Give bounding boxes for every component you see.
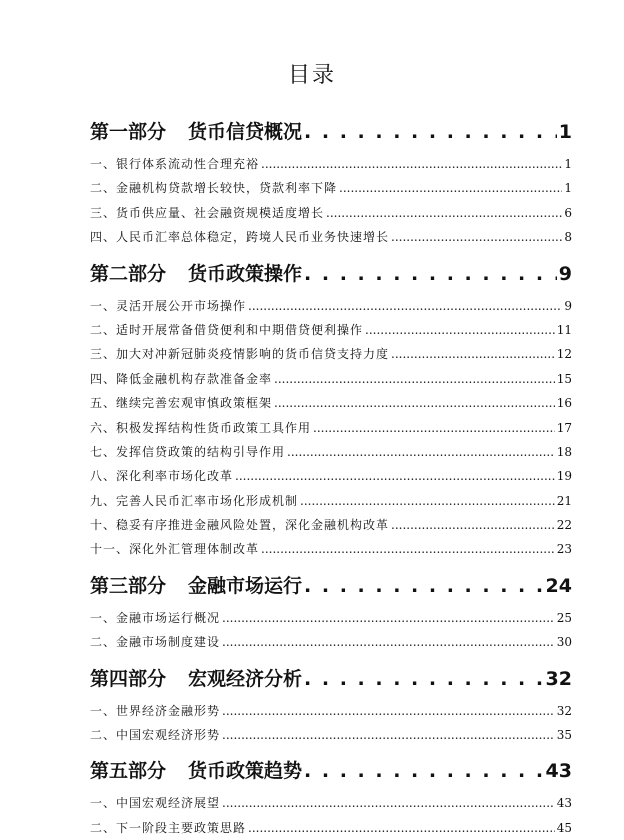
dot-leader (261, 152, 562, 176)
part-number: 第四部分 (90, 667, 167, 690)
section-page-number: 21 (556, 493, 572, 508)
part-label (90, 659, 302, 699)
toc-section-entry[interactable] (90, 225, 572, 249)
section-title: 一、世界经济金融形势 (90, 703, 221, 718)
page-title: 目录 (287, 63, 336, 88)
dot-leader (222, 699, 555, 723)
section-title: 七、发挥信贷政策的结构引导作用 (90, 444, 286, 459)
toc-section-entry[interactable] (90, 791, 572, 815)
section-title: 二、下一阶段主要政策思路 (90, 820, 247, 835)
section-title: 八、深化利率市场化改革 (90, 469, 234, 484)
dot-leader (304, 751, 544, 791)
dot-leader (304, 254, 557, 294)
dot-leader (248, 294, 562, 318)
dot-leader (235, 464, 555, 488)
dot-leader (326, 201, 562, 225)
toc-section-entry[interactable] (90, 176, 572, 200)
part-page-number: 24 (545, 574, 572, 597)
section-title: 一、灵活开展公开市场操作 (90, 298, 247, 313)
dot-leader (287, 440, 555, 464)
section-page-number: 35 (556, 728, 572, 743)
section-page-number: 12 (556, 347, 572, 362)
part-label (90, 254, 302, 294)
dot-leader (304, 566, 544, 606)
dot-leader (222, 723, 555, 747)
toc-part-heading[interactable] (90, 566, 572, 606)
dot-leader (274, 391, 555, 415)
dot-leader (222, 630, 555, 654)
toc-section-entry[interactable] (90, 537, 572, 561)
section-page-number: 45 (556, 820, 572, 835)
dot-leader (391, 225, 562, 249)
section-page-number: 25 (556, 610, 572, 625)
section-page-number: 1 (564, 157, 572, 171)
part-title: 宏观经济分析 (188, 667, 303, 690)
section-title: 五、继续完善宏观审慎政策框架 (90, 396, 273, 411)
part-number: 第五部分 (90, 760, 167, 783)
toc-section-entry[interactable] (90, 630, 572, 654)
part-title: 金融市场运行 (188, 574, 303, 597)
table-of-contents (90, 108, 572, 840)
toc-section-entry[interactable] (90, 513, 572, 537)
section-page-number: 32 (556, 703, 572, 718)
part-number: 第三部分 (90, 574, 167, 597)
toc-section-entry[interactable] (90, 391, 572, 415)
section-title: 四、人民币汇率总体稳定，跨境人民币业务快速增长 (90, 230, 390, 245)
part-title: 货币政策趋势 (188, 760, 303, 783)
section-title: 二、金融市场制度建设 (90, 635, 221, 650)
dot-leader (339, 176, 562, 200)
toc-part-heading[interactable] (90, 751, 572, 791)
toc-section-entry[interactable] (90, 367, 572, 391)
section-title: 十、稳妥有序推进金融风险处置，深化金融机构改革 (90, 518, 390, 533)
section-page-number: 19 (556, 469, 572, 484)
dot-leader (313, 416, 555, 440)
part-label (90, 566, 302, 606)
dot-leader (304, 659, 544, 699)
toc-section-entry[interactable] (90, 318, 572, 342)
dot-leader (391, 342, 555, 366)
part-page-number: 1 (558, 121, 572, 143)
section-title: 一、银行体系流动性合理充裕 (90, 157, 260, 171)
toc-section-entry[interactable] (90, 416, 572, 440)
toc-part-heading[interactable] (90, 112, 572, 152)
toc-section-entry[interactable] (90, 440, 572, 464)
section-page-number: 43 (556, 796, 572, 811)
part-label (90, 751, 302, 791)
section-page-number: 22 (556, 518, 572, 533)
part-page-number: 43 (545, 760, 572, 783)
dot-leader (248, 816, 555, 840)
toc-section-entry[interactable] (90, 201, 572, 225)
section-page-number: 8 (564, 230, 572, 245)
section-title: 十一、深化外汇管理体制改革 (90, 542, 260, 557)
section-page-number: 23 (556, 542, 572, 557)
part-number: 第二部分 (90, 262, 167, 285)
toc-section-entry[interactable] (90, 152, 572, 176)
section-title: 二、中国宏观经济形势 (90, 728, 221, 743)
section-title: 六、积极发挥结构性货币政策工具作用 (90, 420, 312, 435)
section-page-number: 1 (564, 181, 572, 196)
section-page-number: 9 (564, 298, 572, 313)
section-title: 一、金融市场运行概况 (90, 610, 221, 625)
toc-section-entry[interactable] (90, 699, 572, 723)
toc-part-heading[interactable] (90, 659, 572, 699)
section-title: 二、金融机构贷款增长较快，贷款利率下降 (90, 181, 338, 196)
section-title: 一、中国宏观经济展望 (90, 796, 221, 811)
dot-leader (274, 367, 555, 391)
section-title: 三、加大对冲新冠肺炎疫情影响的货币信贷支持力度 (90, 347, 390, 362)
dot-leader (300, 489, 555, 513)
section-page-number: 16 (556, 396, 572, 411)
dot-leader (365, 318, 555, 342)
toc-section-entry[interactable] (90, 464, 572, 488)
part-title: 货币信贷概况 (188, 121, 303, 143)
toc-section-entry[interactable] (90, 606, 572, 630)
toc-section-entry[interactable] (90, 294, 572, 318)
part-title: 货币政策操作 (188, 262, 303, 285)
section-page-number: 30 (556, 635, 572, 650)
toc-section-entry[interactable] (90, 723, 572, 747)
toc-section-entry[interactable] (90, 342, 572, 366)
dot-leader (391, 513, 555, 537)
section-title: 三、货币供应量、社会融资规模适度增长 (90, 205, 325, 220)
part-page-number: 32 (545, 667, 572, 690)
toc-section-entry[interactable] (90, 816, 572, 840)
dot-leader (222, 606, 555, 630)
dot-leader (304, 112, 557, 152)
part-number: 第一部分 (90, 121, 167, 143)
toc-part-heading[interactable] (90, 254, 572, 294)
toc-section-entry[interactable] (90, 489, 572, 513)
section-page-number: 18 (556, 444, 572, 459)
dot-leader (261, 537, 555, 561)
section-page-number: 15 (556, 371, 572, 386)
part-page-number: 9 (558, 262, 572, 285)
section-page-number: 11 (556, 322, 572, 337)
section-title: 九、完善人民币汇率市场化形成机制 (90, 493, 299, 508)
section-title: 四、降低金融机构存款准备金率 (90, 371, 273, 386)
section-page-number: 6 (564, 205, 572, 220)
section-title: 二、适时开展常备借贷便利和中期借贷便利操作 (90, 322, 364, 337)
dot-leader (222, 791, 555, 815)
part-label (90, 112, 302, 152)
section-page-number: 17 (556, 420, 572, 435)
